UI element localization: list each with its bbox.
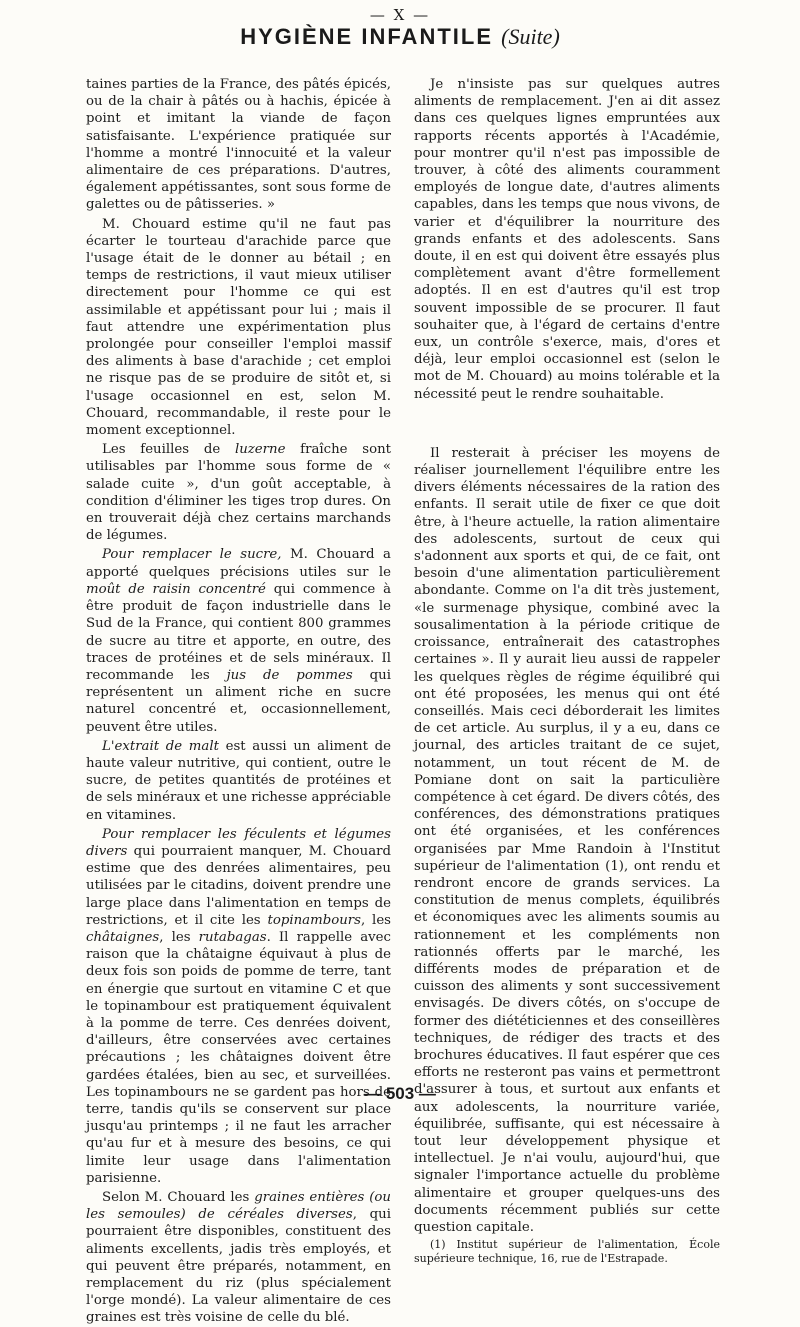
paragraph: Il resterait à préciser les moyens de réaliser journellement l'équilibre entre les divers éléments nécessaires de la ration des enfants. Il serait utile de fixer ce que doit être, à l'heure actuelle, la ration alimentaire des adolescents, surtout de ceux qui s'adonnent aux sports et qui, de ce fait, ont besoin d'une alimentation particulièrement abondante. Comme on l'a dit très justement, «le surmenage physique, combiné avec la sousalimentation à la période critique de croissance, entraînerait des catastrophes certaines ». Il y aurait lieu aussi de rappeler les quelques règles de régime équilibré qui ont été proposées, les menus qui ont été conseillés. Mais ceci déborderait les limites de cet article. Au surplus, il y a eu, dans ce journal, des articles traitant de ce sujet, notamment, un tout récent de M. de Pomiane dont on sait la particulière compétence à cet égard. De divers côtés, des conférences, des démonstrations pratiques ont été organisées, et les conférences organisées par Mme Randoin à l'Institut supérieur de l'alimentation (1), ont rendu et rendront encore de grands services. La constitution de menus complets, équilibrés et économiques avec les aliments soumis au rationnement et les compléments non rationnés offerts par le marché, les différents modes de préparation et de cuisson des aliments y sont successivement envisagés. De divers côtés, on s'occupe de former des diététiciennes et des conseillères techniques, de rédiger des tracts et des brochures éducatives. Il faut espérer que ces efforts ne resteront pas vains et permettront d'assurer à tous, et surtout aux enfants et aux adolescents, la nourriture variée, équilibrée, suffisante, qui est nécessaire à tout leur développement physique et intellectuel. Je n'ai voulu, aujourd'hui, que signaler l'importance actuelle du problème alimentaire et grouper quelques-uns des documents récemment publiés sur cette question capitale. [414, 445, 720, 1235]
italic-term: L'extrait de malt [102, 738, 219, 754]
left-column [86, 76, 391, 1327]
roman-page-number: — X — [369, 6, 431, 24]
italic-term: rutabagas [198, 929, 267, 945]
page-number: — 503 — [364, 1084, 436, 1103]
title-text: HYGIÈNE INFANTILE [240, 24, 493, 49]
text: qui commence à être produit de façon industrielle dans le Sud de la France, qui contient 800 grammes de sucre au titre et apporte, en outre, des traces de protéines et de sels minéraux. Il recommande les [86, 581, 391, 683]
text: M. Chouard a apporté quelques précisions utiles sur le [86, 547, 391, 580]
text: . Il rappelle avec raison que la châtaigne équivaut à plus de deux fois son poids de pomme de terre, tant en énergie que surtout en vitamine C et que le topinambour est pratiquement équivalent à la pomme de terre. Ces denrées doivent, d'ailleurs, être conservées avec certaines précautions ; les châtaignes doivent être gardées étalées, bien au sec, et surveillées. Les topinambours ne se gardent pas hors de terre, tandis qu'ils se conservent sur place jusqu'au printemps ; il ne faut les arracher qu'au fur et à mesure des besoins, ce qui limite leur usage dans l'alimentation parisienne. [86, 929, 391, 1186]
text: , qui pourraient être disponibles, constituent des aliments excellents, jadis très employés, et qui peuvent être préparés, notamment, en remplacement du riz (plus spécialement l'orge mondé). La valeur alimentaire de ces graines est très voisine de celle du blé. [86, 1207, 391, 1326]
paragraph [86, 826, 391, 1187]
text: Selon M. Chouard les [102, 1190, 255, 1205]
text: qui représentent un aliment riche en sucre naturel concentré et, occasionnellement, peuvent être utiles. [86, 667, 391, 735]
italic-term: luzerne [234, 442, 286, 458]
paragraph: taines parties de la France, des pâtés épicés, ou de la chair à pâtés ou à hachis, épicée à point et imitant la viande de façon satisfaisante. L'expérience pratiquée sur l'homme a montré l'innocuité et la valeur alimentaire de ces préparations. D'autres, également appétissantes, sont sous forme de galettes ou de pâtisseries. » [86, 77, 391, 213]
paragraph [86, 546, 391, 735]
paragraph [86, 738, 391, 824]
text: fraîche sont utilisables par l'homme sous forme de « salade cuite », d'un goût acceptable, à condition d'éliminer les tiges trop dures. On en trouverait déjà chez certains marchands de légumes. [86, 442, 392, 544]
title-suffix: (Suite) [501, 24, 560, 49]
italic-term: graines entières (ou les semoules) de céréales diverses [86, 1190, 391, 1223]
text: qui pourraient manquer, M. Chouard estime que des denrées alimentaires, peu utilisées par le citadins, doivent prendre une large place dans l'alimentation en temps de restrictions, et il cite les [86, 843, 391, 928]
italic-term: moût de raisin concentré [86, 581, 266, 597]
text: Les feuilles de [102, 442, 235, 458]
section-gap [414, 403, 720, 445]
italic-term: châtaignes [86, 929, 160, 945]
italic-term: jus de pommes [226, 667, 353, 683]
paragraph [86, 441, 391, 544]
paragraph: M. Chouard estime qu'il ne faut pas écarter le tourteau d'arachide parce que l'usage était de le donner au bétail ; en temps de restrictions, il vaut mieux utiliser directement pour l'homme ce qui est assimilable et appétissant pour lui ; mais il faut attendre une expérimentation plus prolongée pour conseiller l'emploi massif des aliments à base d'arachide ; cet emploi ne risque pas de se produire de sitôt et, si l'usage occasionnel en est, selon M. Chouard, recommandable, il reste pour le moment exceptionnel. [86, 216, 391, 439]
italic-term: Pour remplacer les féculents et légumes divers [86, 826, 391, 859]
text: , les [159, 929, 199, 945]
paragraph [86, 1189, 391, 1327]
italic-term: Pour remplacer le sucre, [102, 547, 282, 563]
footnote: (1) Institut supérieur de l'alimentation, École supérieure technique, 16, rue de l'Estrapade. [414, 1238, 720, 1266]
page-title [0, 24, 800, 50]
text: est aussi un aliment de haute valeur nutritive, qui contient, outre le sucre, de petites quantités de protéines et de sels minéraux et une richesse appréciable en vitamines. [86, 738, 391, 823]
text: , les [360, 912, 392, 928]
paragraph: Je n'insiste pas sur quelques autres aliments de remplacement. J'en ai dit assez dans ces quelques lignes empruntées aux rapports récents apportés à l'Académie, pour montrer qu'il n'est pas impossible de trouver, à côté des aliments couramment employés de longue date, d'autres aliments capables, dans les temps que nous vivons, de varier et d'équilibrer la nourriture des grands enfants et des adolescents. Sans doute, il en est qui doivent être essayés plus complètement avant d'être formellement adoptés. Il en est d'autres qu'il est trop souvent impossible de se procurer. Il faut souhaiter que, à l'égard de certains d'entre eux, un contrôle s'exerce, mais, d'ores et déjà, leur emploi occasionnel est (selon le mot de M. Chouard) au moins tolérable et la nécessité peut le rendre souhaitable. [414, 77, 720, 402]
italic-term: topinambours [267, 912, 361, 928]
